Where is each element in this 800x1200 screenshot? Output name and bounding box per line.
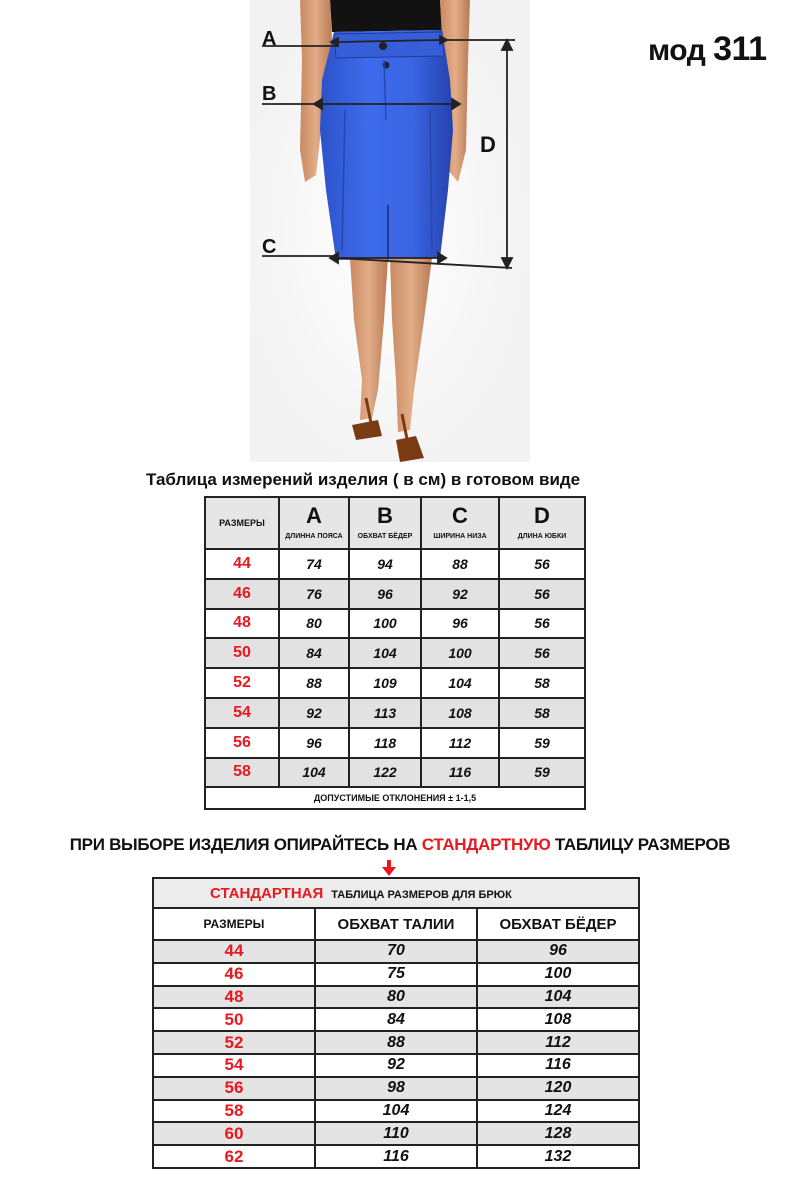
size-cell: 54 <box>205 698 279 728</box>
value-cell: 100 <box>349 609 421 639</box>
value-cell: 56 <box>499 638 585 668</box>
value-cell: 92 <box>279 698 349 728</box>
table-row <box>153 1008 639 1031</box>
table-row <box>205 549 585 579</box>
table-row <box>205 609 585 639</box>
tolerance-footnote: ДОПУСТИМЫЕ ОТКЛОНЕНИЯ ± 1-1,5 <box>205 787 585 809</box>
measurement-table <box>204 496 586 810</box>
standard-title-accent: СТАНДАРТНАЯ <box>210 884 324 902</box>
value-cell: 98 <box>315 1077 477 1100</box>
table-row <box>205 638 585 668</box>
black-top <box>330 0 442 32</box>
value-cell: 112 <box>477 1031 639 1054</box>
size-cell: 50 <box>205 638 279 668</box>
value-cell: 56 <box>499 549 585 579</box>
size-cell: 52 <box>153 1031 315 1054</box>
size-cell: 56 <box>153 1077 315 1100</box>
table-row <box>153 1145 639 1168</box>
value-cell: 104 <box>421 668 499 698</box>
value-cell: 74 <box>279 549 349 579</box>
value-cell: 100 <box>477 963 639 986</box>
value-cell: 88 <box>421 549 499 579</box>
value-cell: 104 <box>349 638 421 668</box>
notice-text-after: ТАБЛИЦУ РАЗМЕРОВ <box>550 835 731 854</box>
value-cell: 76 <box>279 579 349 609</box>
value-cell: 58 <box>499 698 585 728</box>
value-cell: 96 <box>477 940 639 963</box>
value-cell: 100 <box>421 638 499 668</box>
label-c: C <box>262 236 277 258</box>
notice-text-before: ПРИ ВЫБОРЕ ИЗДЕЛИЯ ОПИРАЙТЕСЬ НА <box>69 835 422 854</box>
measure-table-title: Таблица измерений изделия ( в см) в готовом виде <box>146 470 581 489</box>
size-cell: 46 <box>205 579 279 609</box>
std-hips-header: ОБХВАТ БЁДЕР <box>477 908 639 940</box>
value-cell: 128 <box>477 1122 639 1145</box>
size-cell: 44 <box>153 940 315 963</box>
value-cell: 59 <box>499 758 585 788</box>
column-b-header: B ОБХВАТ БЁДЕР <box>349 497 421 549</box>
standard-table-title <box>153 878 639 908</box>
size-cell: 46 <box>153 963 315 986</box>
value-cell: 116 <box>477 1054 639 1077</box>
column-a-header: A ДЛИННА ПОЯСА <box>279 497 349 549</box>
model-prefix: мод <box>648 34 706 67</box>
value-cell: 88 <box>279 668 349 698</box>
size-selection-notice <box>0 835 800 855</box>
model-number: 311 <box>713 30 767 68</box>
table-row <box>153 963 639 986</box>
value-cell: 112 <box>421 728 499 758</box>
value-cell: 75 <box>315 963 477 986</box>
value-cell: 96 <box>279 728 349 758</box>
standard-title-rest: ТАБЛИЦА РАЗМЕРОВ ДЛЯ БРЮК <box>331 888 512 901</box>
value-cell: 110 <box>315 1122 477 1145</box>
value-cell: 84 <box>315 1008 477 1031</box>
value-cell: 108 <box>421 698 499 728</box>
value-cell: 104 <box>279 758 349 788</box>
table-row <box>205 579 585 609</box>
table-row <box>205 698 585 728</box>
table-row <box>205 668 585 698</box>
value-cell: 116 <box>421 758 499 788</box>
waistband <box>334 32 444 58</box>
value-cell: 116 <box>315 1145 477 1168</box>
value-cell: 80 <box>279 609 349 639</box>
value-cell: 88 <box>315 1031 477 1054</box>
table-row <box>153 986 639 1009</box>
model-label <box>648 30 766 69</box>
label-d: D <box>480 132 496 157</box>
value-cell: 113 <box>349 698 421 728</box>
value-cell: 124 <box>477 1100 639 1123</box>
waist-button <box>379 42 387 50</box>
value-cell: 118 <box>349 728 421 758</box>
value-cell: 96 <box>349 579 421 609</box>
size-cell: 50 <box>153 1008 315 1031</box>
value-cell: 56 <box>499 609 585 639</box>
size-column-header: РАЗМЕРЫ <box>205 497 279 549</box>
label-b: B <box>262 83 277 105</box>
size-cell: 48 <box>153 986 315 1009</box>
std-waist-header: ОБХВАТ ТАЛИИ <box>315 908 477 940</box>
size-cell: 58 <box>153 1100 315 1123</box>
size-cell: 48 <box>205 609 279 639</box>
table-row <box>205 758 585 788</box>
skirt-measurement-diagram <box>0 0 800 462</box>
column-d-header: D ДЛИНА ЮБКИ <box>499 497 585 549</box>
size-cell: 52 <box>205 668 279 698</box>
value-cell: 104 <box>477 986 639 1009</box>
table-row <box>153 1031 639 1054</box>
value-cell: 58 <box>499 668 585 698</box>
value-cell: 92 <box>315 1054 477 1077</box>
value-cell: 94 <box>349 549 421 579</box>
notice-accent: СТАНДАРТНУЮ <box>421 835 551 854</box>
value-cell: 84 <box>279 638 349 668</box>
table-row <box>205 728 585 758</box>
table-row <box>153 940 639 963</box>
table-row <box>153 1077 639 1100</box>
standard-size-table <box>152 877 640 1169</box>
value-cell: 122 <box>349 758 421 788</box>
value-cell: 108 <box>477 1008 639 1031</box>
size-cell: 60 <box>153 1122 315 1145</box>
value-cell: 56 <box>499 579 585 609</box>
label-a: A <box>262 28 277 50</box>
value-cell: 59 <box>499 728 585 758</box>
value-cell: 96 <box>421 609 499 639</box>
value-cell: 104 <box>315 1100 477 1123</box>
table-row <box>153 1054 639 1077</box>
size-cell: 58 <box>205 758 279 788</box>
size-cell: 54 <box>153 1054 315 1077</box>
size-cell: 44 <box>205 549 279 579</box>
value-cell: 132 <box>477 1145 639 1168</box>
table-row <box>153 1122 639 1145</box>
value-cell: 120 <box>477 1077 639 1100</box>
table-row <box>153 1100 639 1123</box>
std-size-header: РАЗМЕРЫ <box>153 908 315 940</box>
value-cell: 92 <box>421 579 499 609</box>
size-cell: 56 <box>205 728 279 758</box>
down-arrow-icon <box>382 860 396 876</box>
size-cell: 62 <box>153 1145 315 1168</box>
value-cell: 80 <box>315 986 477 1009</box>
value-cell: 70 <box>315 940 477 963</box>
value-cell: 109 <box>349 668 421 698</box>
column-c-header: C ШИРИНА НИЗА <box>421 497 499 549</box>
